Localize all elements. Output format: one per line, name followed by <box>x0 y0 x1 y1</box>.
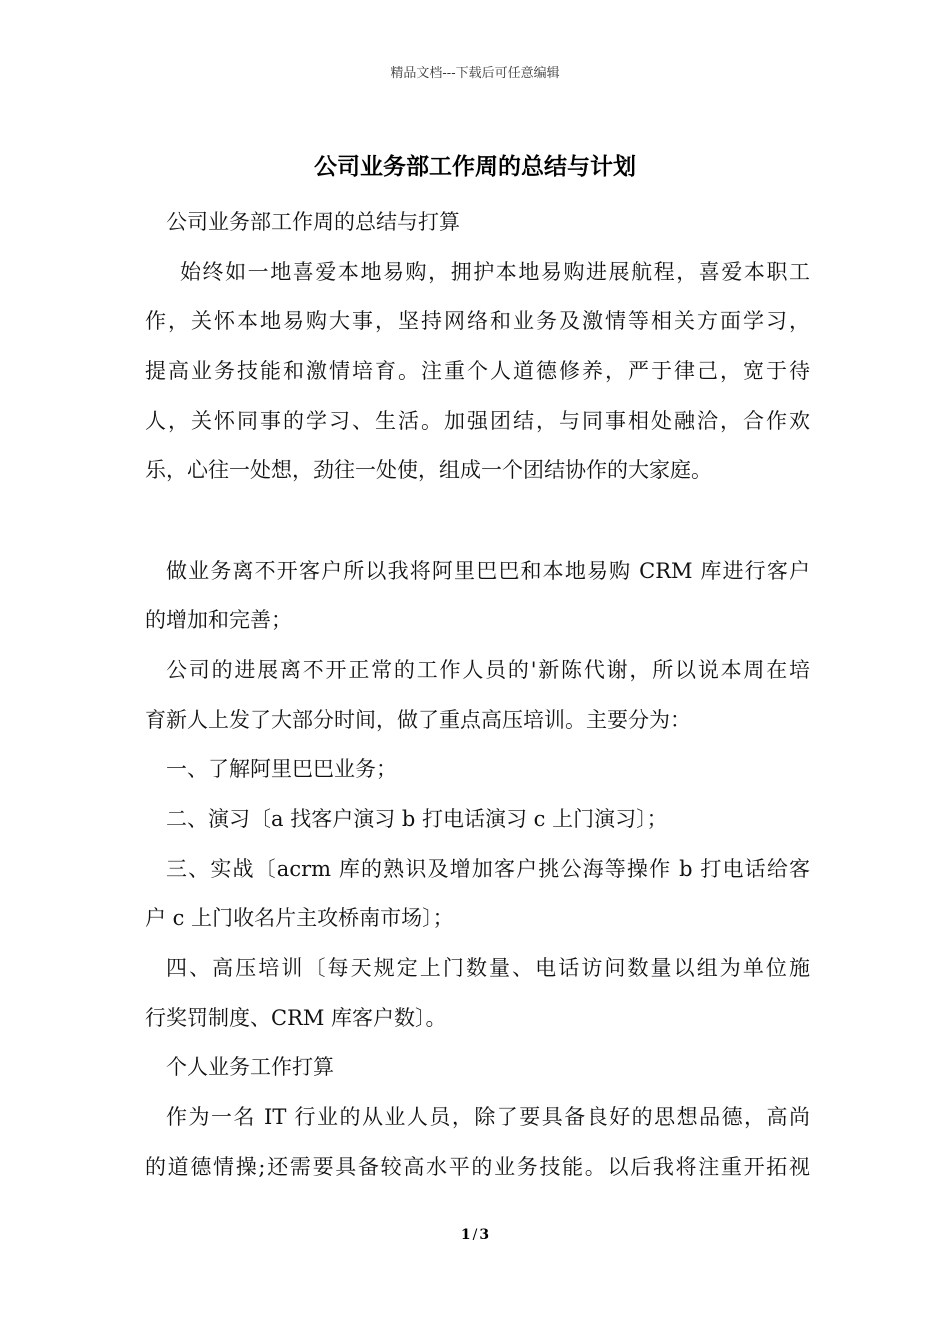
page-total: 3 <box>479 1227 490 1243</box>
paragraph-line: 乐，心往一处想，劲往一处使，组成一个团结协作的大家庭。 <box>145 458 712 482</box>
list-item: 四、高压培训〔每天规定上门数量、电话访问数量以组为单位施 <box>166 956 810 980</box>
paragraph-line: 人，关怀同事的学习、生活。加强团结，与同事相处融洽，合作欢 <box>145 409 810 433</box>
paragraph-line: 做业务离不开客户所以我将阿里巴巴和本地易购 CRM 库进行客户 <box>166 559 810 583</box>
page-number <box>0 1225 950 1245</box>
paragraph-line: 始终如一地喜爱本地易购，拥护本地易购进展航程，喜爱本职工 <box>180 260 810 284</box>
page-header: 精品文档---下载后可任意编辑 <box>390 66 560 81</box>
paragraph-line: 公司的进展离不开正常的工作人员的'新陈代谢，所以说本周在培 <box>166 658 810 682</box>
list-item: 二、演习〔a 找客户演习 b 打电话演习 c 上门演习〕； <box>166 807 668 831</box>
section-heading-plan: 个人业务工作打算 <box>166 1055 334 1079</box>
list-item: 一、了解阿里巴巴业务； <box>166 757 397 781</box>
list-item: 三、实战〔acrm 库的熟识及增加客户挑公海等操作 b 打电话给客 <box>166 857 810 881</box>
document-title: 公司业务部工作周的总结与计划 <box>314 153 636 180</box>
paragraph-line: 提高业务技能和激情培育。注重个人道德修养，严于律己，宽于待 <box>145 359 810 383</box>
list-item-continuation: 户 c 上门收名片主攻桥南市场〕； <box>145 906 454 930</box>
paragraph-line: 作为一名 IT 行业的从业人员，除了要具备良好的思想品德，高尚 <box>166 1105 810 1129</box>
paragraph-line: 作，关怀本地易购大事，坚持网络和业务及激情等相关方面学习， <box>145 309 810 333</box>
page-separator: / <box>472 1227 478 1243</box>
section-heading-summary: 公司业务部工作周的总结与打算 <box>166 210 460 234</box>
list-item-continuation: 行奖罚制度、CRM 库客户数〕。 <box>145 1006 447 1030</box>
page-current: 1 <box>460 1227 471 1243</box>
paragraph-line: 的道德情操;还需要具备较高水平的业务技能。以后我将注重开拓视 <box>145 1155 810 1179</box>
paragraph-line: 的增加和完善； <box>145 608 292 632</box>
paragraph-line: 育新人上发了大部分时间，做了重点高压培训。主要分为： <box>145 708 691 732</box>
